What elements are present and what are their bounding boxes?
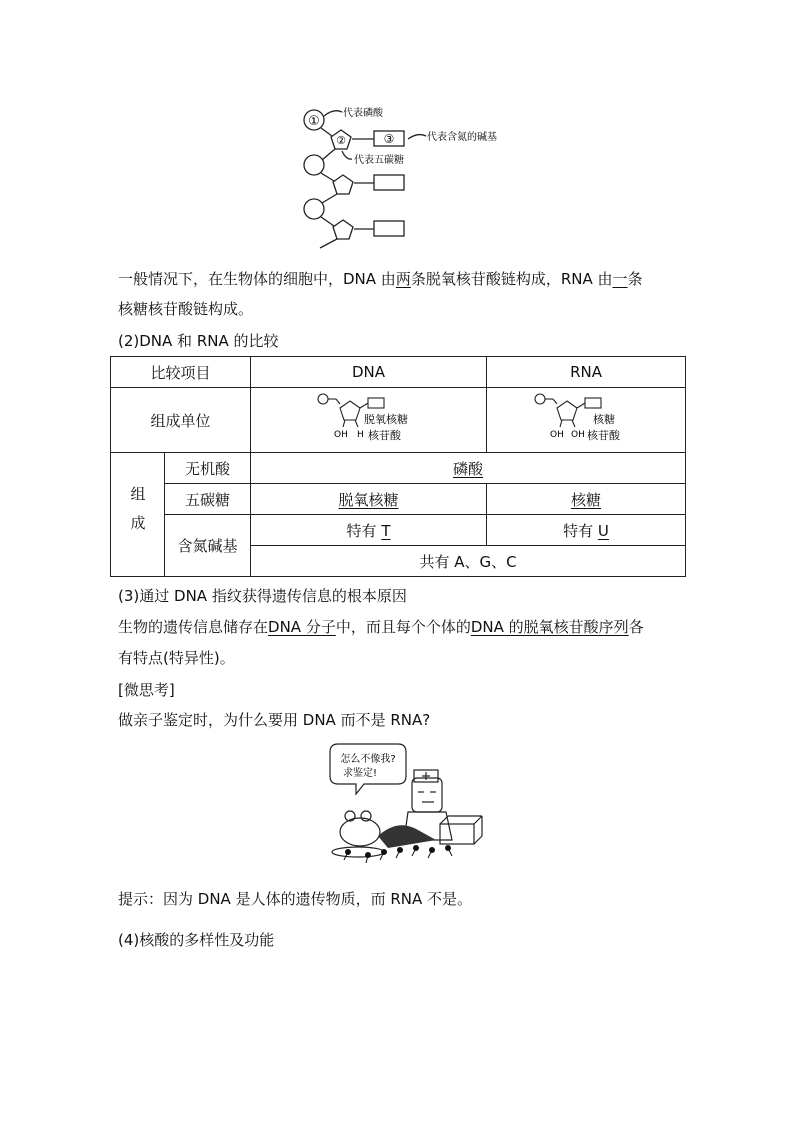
para3-suffix: 各 — [628, 618, 644, 636]
test-box — [440, 824, 474, 844]
dna-base-cell — [251, 515, 487, 546]
question: 做亲子鉴定时，为什么要用 DNA 而不是 RNA? — [118, 711, 431, 729]
hint: 提示：因为 DNA 是人体的遗传物质，而 RNA 不是。 — [118, 890, 473, 908]
para1-blank-1: 两 — [395, 270, 411, 288]
deoxyribonucleotide-structure — [314, 389, 424, 447]
heading-4: (4)核酸的多样性及功能 — [118, 931, 275, 949]
row-label-sugar: 五碳糖 — [165, 484, 251, 515]
para3-mid: 中，而且每个个体的 — [335, 618, 471, 636]
diagram-num-3: ③ — [383, 132, 395, 146]
header-dna: DNA — [251, 357, 487, 388]
dna-unit-oh: OH — [333, 430, 348, 440]
rna-base-cell — [487, 515, 686, 546]
frog — [340, 818, 380, 846]
row-label-acid: 无机酸 — [165, 453, 251, 484]
rna-unit-oh-1: OH — [550, 430, 564, 440]
para1-suffix: 条 — [627, 270, 643, 288]
base-box-3 — [374, 221, 404, 236]
rna-base-value: U — [597, 521, 609, 540]
rna-unit-oh-2: OH — [571, 430, 585, 440]
dna-base-value: T — [381, 521, 391, 540]
diagram-num-2: ② — [336, 134, 346, 147]
label-phosphate: 代表磷酸 — [343, 108, 383, 119]
paragraph-3-line-2: 有特点(特异性)。 — [118, 649, 235, 667]
rna-unit-name-line-1: 核糖 — [593, 413, 616, 426]
rna-sugar-value: 核糖 — [571, 490, 602, 509]
dna-rna-comparison-table — [110, 356, 686, 577]
bubble-line-2: 求鉴定! — [342, 768, 378, 779]
phosphate-circle-3 — [304, 199, 324, 219]
sugar-pentagon-3 — [333, 220, 353, 239]
rna-unit-name-line-2: 核苷酸 — [587, 429, 621, 442]
row-label-base: 含氮碱基 — [165, 515, 251, 577]
sugar-pentagon-2 — [333, 175, 353, 194]
nucleotide-chain-diagram — [296, 102, 516, 252]
paragraph-3-line-1 — [118, 617, 644, 637]
para3-blank-2: DNA 的脱氧核苷酸序列 — [470, 618, 629, 636]
paragraph-1-line-1 — [118, 269, 643, 289]
think-title: [微思考] — [118, 681, 175, 699]
dna-sugar-value: 脱氧核糖 — [338, 490, 399, 509]
dna-unit-h: H — [356, 430, 364, 440]
para3-blank-1: DNA 分子 — [268, 618, 336, 636]
acid-value: 磷酸 — [453, 459, 484, 478]
para1-prefix: 一般情况下，在生物体的细胞中，DNA 由 — [118, 270, 396, 288]
label-base: 代表含氮的碱基 — [427, 132, 497, 143]
dna-base-prefix: 特有 — [346, 521, 377, 540]
para3-prefix: 生物的遗传信息储存在 — [118, 618, 269, 636]
para1-blank-2: 一 — [612, 270, 628, 288]
common-base-cell: 共有 A、G、C — [251, 546, 686, 577]
dna-unit-name-line-2: 核苷酸 — [367, 429, 401, 442]
phosphate-circle-2 — [304, 155, 324, 175]
group-label: 组成 — [128, 485, 147, 544]
dna-unit-name-line-1: 脱氧核糖 — [363, 413, 408, 426]
header-rna: RNA — [487, 357, 686, 388]
group-label-cell — [111, 453, 165, 577]
heading-3: (3)通过 DNA 指纹获得遗传信息的根本原因 — [118, 587, 407, 605]
para1-mid: 条脱氧核苷酸链构成，RNA 由 — [410, 270, 613, 288]
paternity-test-cartoon — [318, 740, 488, 866]
paragraph-1-line-2: 核糖核苷酸链构成。 — [118, 300, 254, 318]
rna-base-prefix: 特有 — [563, 521, 594, 540]
unit-label: 组成单位 — [111, 388, 251, 453]
diagram-num-1: ① — [308, 114, 320, 129]
acid-value-cell — [251, 453, 686, 484]
base-box-2 — [374, 175, 404, 190]
doctor-head — [412, 778, 442, 812]
rna-sugar-cell — [487, 484, 686, 515]
dna-unit-cell — [251, 388, 487, 453]
bubble-line-1: 怎么不像我? — [340, 754, 396, 765]
dna-sugar-cell — [251, 484, 487, 515]
heading-2: (2)DNA 和 RNA 的比较 — [118, 332, 279, 350]
rna-unit-cell — [487, 388, 686, 453]
label-sugar: 代表五碳糖 — [354, 155, 404, 166]
ribonucleotide-structure — [531, 389, 641, 447]
header-item: 比较项目 — [111, 357, 251, 388]
